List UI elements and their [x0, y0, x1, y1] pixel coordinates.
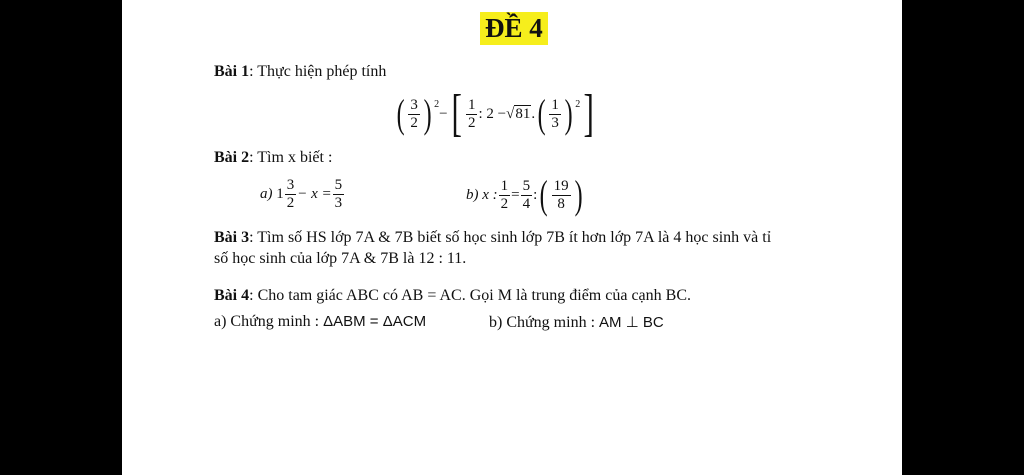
bai2-part-b: b) x : $\frac{1}{2}$ = $\frac{5}{4}$ : ( $\frac{19}{8}$ )	[466, 172, 583, 217]
bai4-a-math: ΔABM = ΔACM	[323, 313, 427, 330]
fraction: $\frac{19}{8}$	[553, 177, 569, 212]
fraction: $\frac{3}{2}$	[286, 177, 295, 211]
bai4-b-math: AM ⊥ BC	[599, 314, 664, 331]
bai1-expression: ( $\frac{3}{2}$ ) 2 − [ $\frac{1}{2}$ : 2 − √ 81 . ( $\frac{1}{3}$ ) 2 ]	[396, 85, 595, 142]
bai2-part-a: a) 1 $\frac{3}{2}$ − x = $\frac{5}{3}$	[260, 177, 343, 211]
fraction: $\frac{5}{4}$	[522, 177, 531, 212]
bai2-text: : Tìm x biết :	[249, 149, 333, 166]
bai4-label: Bài 4	[214, 287, 250, 304]
bai3-line2: số học sinh của lớp 7A & 7B là 12 : 11.	[214, 250, 467, 267]
fraction: $\frac{1}{3}$	[551, 96, 559, 131]
bai4-heading: Bài 4: Cho tam giác ABC có AB = AC. Gọi M là trung điểm của cạnh BC.	[214, 287, 691, 304]
radicand: 81	[515, 106, 531, 122]
bai4-part-b: b) Chứng minh : AM ⊥ BC	[489, 314, 664, 331]
bai1-text: : Thực hiện phép tính	[249, 63, 387, 80]
document-page	[122, 0, 902, 475]
fraction: $\frac{1}{2}$	[500, 177, 509, 212]
fraction: $\frac{3}{2}$	[410, 96, 418, 131]
bai1-heading	[214, 63, 386, 81]
bai3-label: Bài 3	[214, 229, 250, 246]
exam-title: ĐỀ 4	[480, 12, 548, 45]
bai2-label: Bài 2	[214, 149, 250, 166]
fraction: $\frac{5}{3}$	[334, 177, 343, 211]
bai3-line1: Bài 3: Tìm số HS lớp 7A & 7B biết số học sinh lớp 7B ít hơn lớp 7A là 4 học sinh và tỉ	[214, 229, 772, 246]
sqrt-symbol: √	[506, 105, 515, 122]
fraction: $\frac{1}{2}$	[467, 96, 476, 131]
bai2-heading	[214, 149, 332, 167]
bai4-part-a: a) Chứng minh : ΔABM = ΔACM	[214, 313, 427, 330]
bai1-label: Bài 1	[214, 63, 250, 80]
